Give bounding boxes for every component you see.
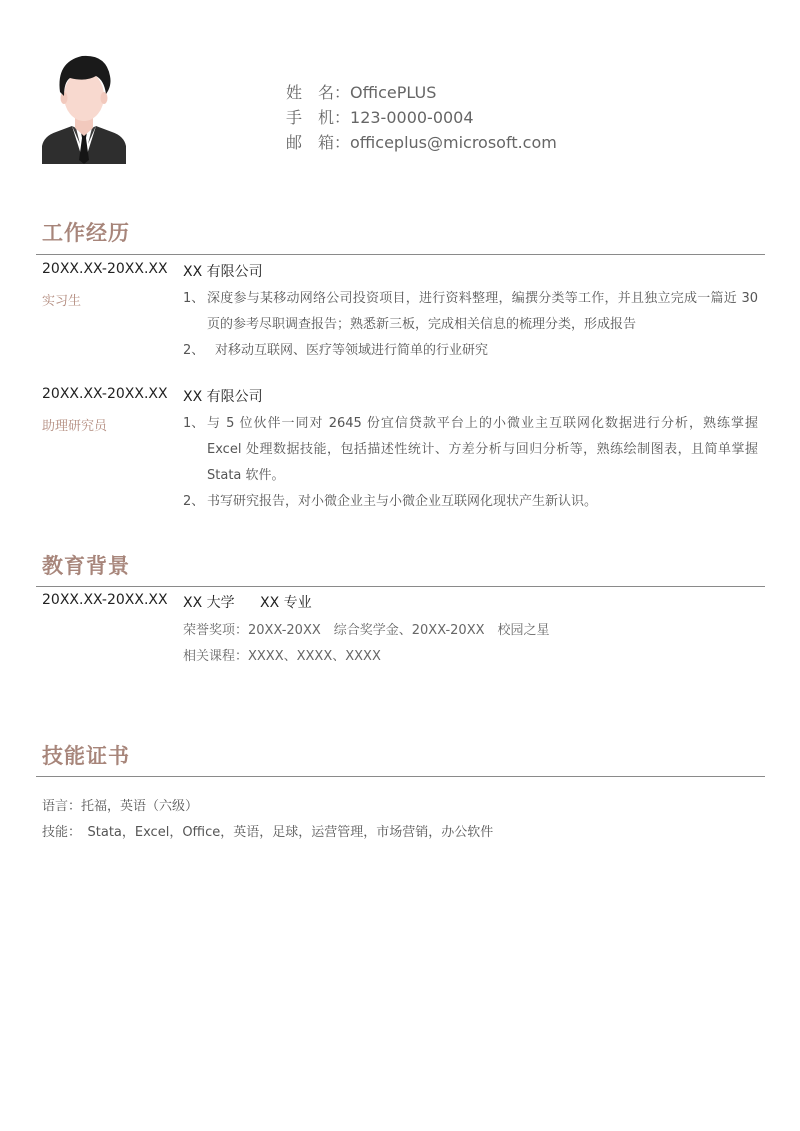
contact-info xyxy=(286,80,557,155)
name-row xyxy=(286,80,557,105)
skills-list: 技能： Stata，Excel，Office，英语，足球，运营管理，市场营销，办公软件 xyxy=(42,825,494,840)
work-entry-bullets xyxy=(183,286,758,364)
bullet-text: 对移动互联网、医疗等领域进行简单的行业研究 xyxy=(215,343,489,358)
phone-row xyxy=(286,105,557,130)
education-honors: 荣誉奖项：20XX-20XX 综合奖学金、20XX-20XX 校园之星 xyxy=(183,623,550,638)
work-section-rule xyxy=(36,254,765,255)
education-section-title: 教育背景 xyxy=(42,554,130,578)
bullet-item xyxy=(183,338,758,364)
bullet-number: 2、 xyxy=(183,494,205,509)
bullet-item xyxy=(183,489,758,515)
skills-language: 语言：托福，英语（六级） xyxy=(42,799,199,814)
work-entry-org: XX 有限公司 xyxy=(183,389,263,405)
education-school: XX 大学 xyxy=(183,595,235,611)
email-row xyxy=(286,130,557,155)
work-entry-role: 助理研究员 xyxy=(42,419,108,434)
person-avatar-icon xyxy=(42,52,126,164)
education-date: 20XX.XX-20XX.XX xyxy=(42,592,168,608)
name-label: 姓 名： xyxy=(286,83,351,102)
bullet-number: 1、 xyxy=(183,291,205,306)
name-value: OfficePLUS xyxy=(350,83,437,102)
skills-section-title: 技能证书 xyxy=(42,744,130,768)
bullet-text: 书写研究报告，对小微企业主与小微企业互联网化现状产生新认识。 xyxy=(207,494,598,509)
phone-label: 手 机： xyxy=(286,108,351,127)
work-section-title: 工作经历 xyxy=(42,221,130,245)
bullet-text: 与 5 位伙伴一同对 2645 份宜信贷款平台上的小微业主互联网化数据进行分析，熟练掌握 Excel 处理数据技能，包括描述性统计、方差分析与回归分析等，熟练绘制图表，且简单掌握 Stata 软件。 xyxy=(207,416,758,483)
work-entry-date: 20XX.XX-20XX.XX xyxy=(42,261,168,277)
bullet-item xyxy=(183,286,758,338)
education-section-rule xyxy=(36,586,765,587)
work-entry-role: 实习生 xyxy=(42,294,82,309)
phone-value: 123-0000-0004 xyxy=(350,108,474,127)
education-major: XX 专业 xyxy=(260,595,312,611)
bullet-number: 2、 xyxy=(183,343,205,358)
email-label: 邮 箱： xyxy=(286,133,351,152)
bullet-item xyxy=(183,411,758,489)
skills-section-rule xyxy=(36,776,765,777)
bullet-text: 深度参与某移动网络公司投资项目，进行资料整理，编撰分类等工作，并且独立完成一篇近 30 页的参考尽职调查报告；熟悉新三板，完成相关信息的梳理分类，形成报告 xyxy=(207,291,758,332)
education-courses: 相关课程：XXXX、XXXX、XXXX xyxy=(183,649,381,664)
work-entry-date: 20XX.XX-20XX.XX xyxy=(42,386,168,402)
work-entry-bullets xyxy=(183,411,758,515)
work-entry-org: XX 有限公司 xyxy=(183,264,263,280)
bullet-number: 1、 xyxy=(183,416,205,431)
email-value: officeplus@microsoft.com xyxy=(350,133,557,152)
